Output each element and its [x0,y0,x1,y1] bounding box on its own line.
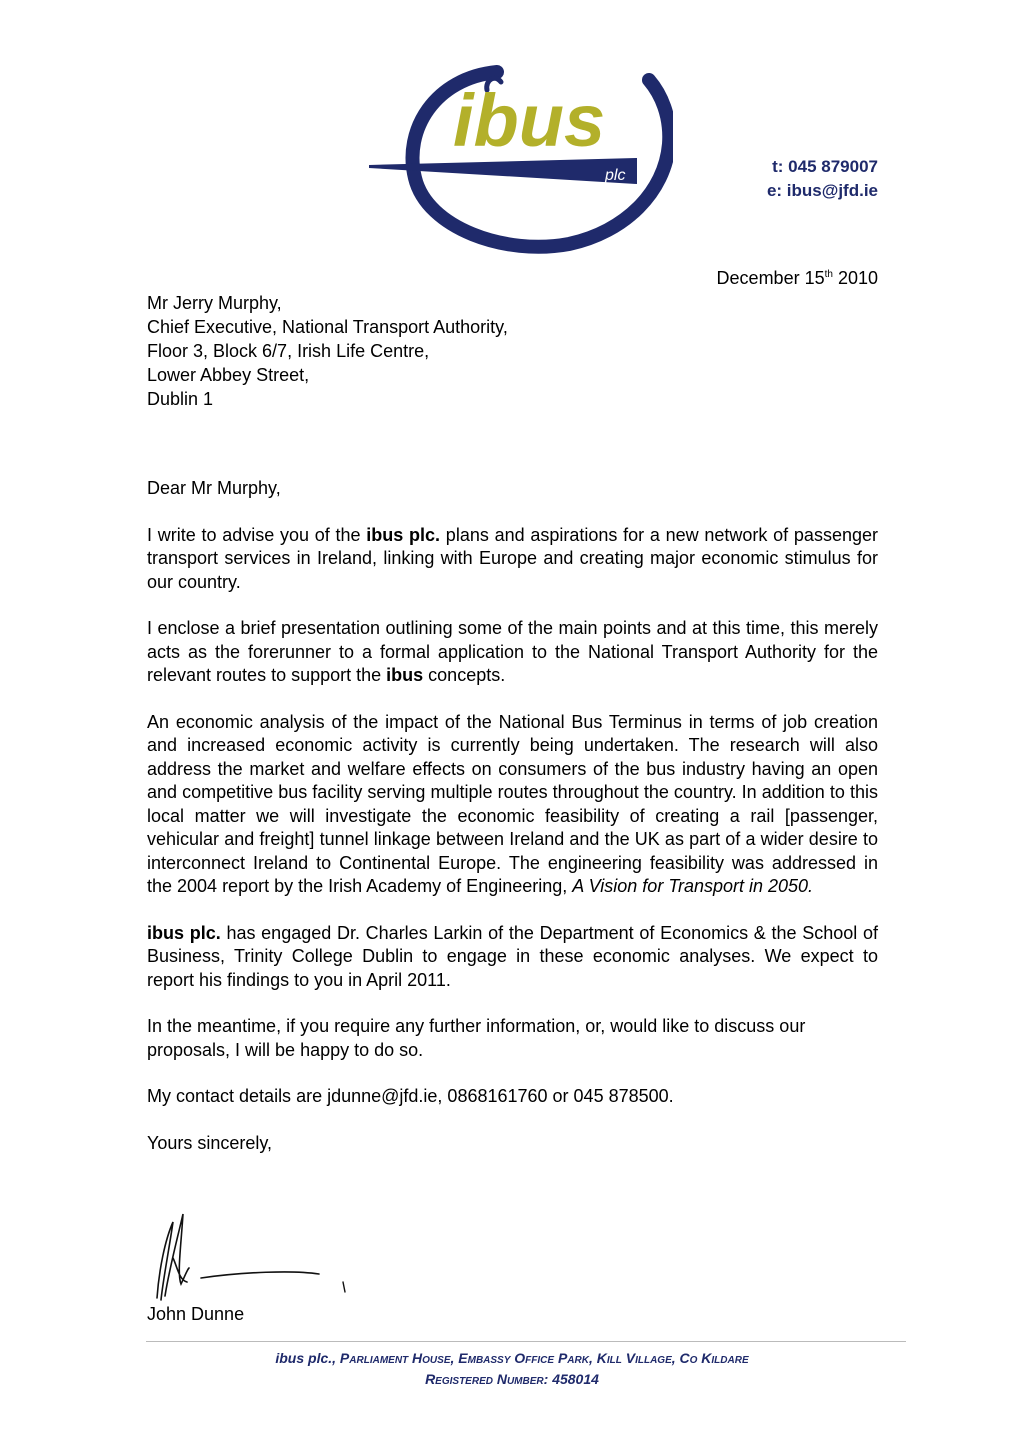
contact-block [767,155,878,203]
logo-plc: plc [605,167,626,184]
address-line: Mr Jerry Murphy, [147,293,282,313]
logo-wordmark: ibus [453,79,606,162]
letter-date [717,268,878,289]
paragraph-5: In the meantime, if you require any further information, or, would like to discuss our proposals, I will be happy to do so. [147,1016,806,1060]
paragraph-4: ibus plc. has engaged Dr. Charles Larkin of the Department of Economics & the School of Business, Trinity College Dublin to engage in these economic analyses. We expect to report his findings to you in April 2011. [147,922,879,990]
phone-text: t: 045 879007 [772,157,878,176]
paragraph-6: My contact details are jdunne@jfd.ie, 0868161760 or 045 878500. [147,1086,674,1106]
paragraph-1: I write to advise you of the ibus plc. plans and aspirations for a new network of passenger transport services in Ireland, linking with Europe and creating major economic stimulus for our country. [147,524,878,592]
letter-body [147,477,878,1178]
footer-line-1: ibus plc., Parliament House, Embassy Office Park, Kill Village, Co Kildare [275,1350,749,1366]
salutation: Dear Mr Murphy, [147,478,281,498]
footer-line-2: Registered Number: 458014 [425,1371,599,1387]
recipient-address [147,291,508,411]
date-day: December 15 [716,268,825,288]
email-link[interactable]: e: ibus@jfd.ie [766,181,878,200]
footer [146,1348,878,1390]
paragraph-3: An economic analysis of the impact of the National Bus Terminus in terms of job creation and increased economic activity is currently being undertaken. The research will also address the market and welfare effects on consumers of the bus industry having an open and competitive bus facility serving multiple routes throughout the country. In addition to this local matter we will investigate the economic feasibility of creating a rail [passenger, vehicular and freight] tunnel linkage between Ireland and the UK as part of a wider desire to interconnect Ireland to Continental Europe. The engineering feasibility was addressed in the 2004 report by the Irish Academy of Engineering, A Vision for Transport in 2050. [147,711,878,896]
footer-divider [146,1341,906,1342]
signature [143,1210,363,1305]
closing: Yours sincerely, [147,1132,273,1153]
date-suffix: th [824,269,833,280]
address-line: Lower Abbey Street, [147,365,310,385]
signer-name: John Dunne [147,1304,245,1324]
address-line: Floor 3, Block 6/7, Irish Life Centre, [147,341,430,361]
date-year: 2010 [832,268,878,288]
paragraph-2: I enclose a brief presentation outlining some of the main points and at this time, this merely acts as the forerunner to a formal application to the National Transport Authority for the relevant routes to support the ibus concepts. [147,618,878,685]
ibus-logo [355,60,673,262]
address-line: Dublin 1 [147,389,214,409]
address-line: Chief Executive, National Transport Authority, [147,317,508,337]
